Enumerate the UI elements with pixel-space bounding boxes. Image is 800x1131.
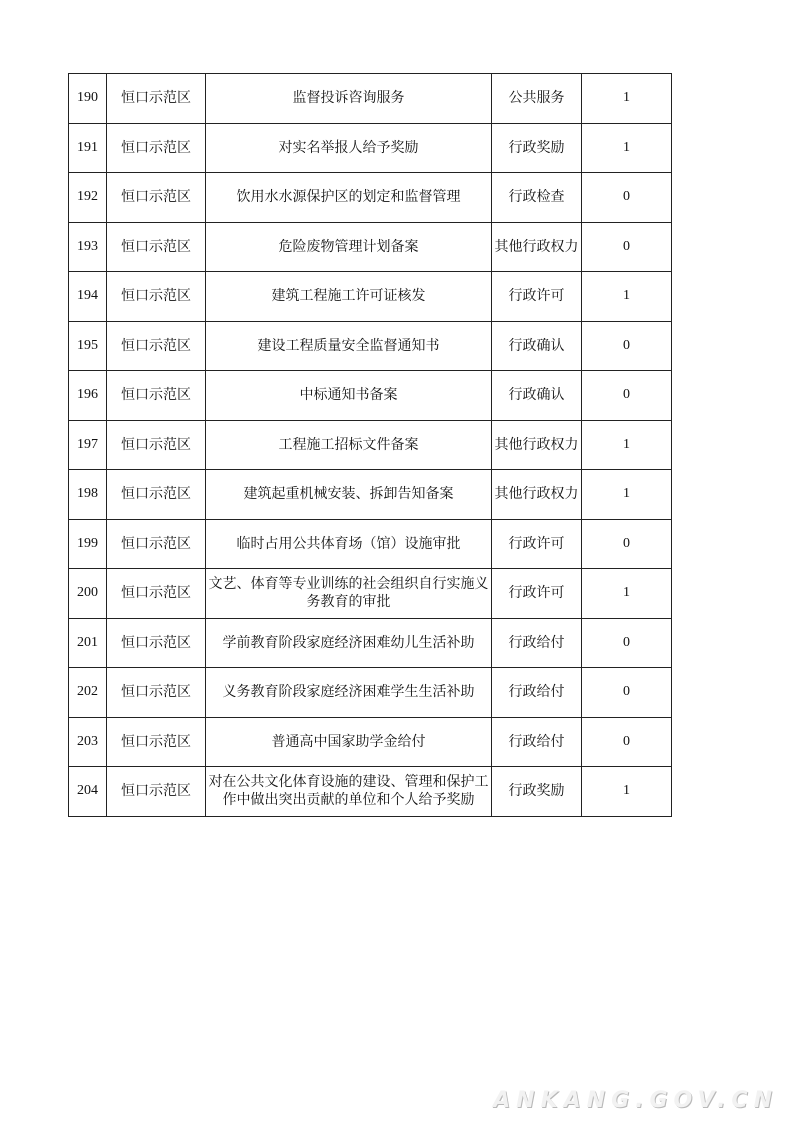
table-row xyxy=(69,420,672,470)
power-type-cell: 其他行政权力 xyxy=(492,222,582,272)
table-row xyxy=(69,222,672,272)
row-number-cell: 200 xyxy=(69,569,107,619)
row-number-cell: 201 xyxy=(69,618,107,668)
table-row xyxy=(69,321,672,371)
row-number-cell: 202 xyxy=(69,668,107,718)
count-cell: 0 xyxy=(582,668,672,718)
power-list-table xyxy=(68,73,672,817)
table-row xyxy=(69,272,672,322)
region-cell: 恒口示范区 xyxy=(107,173,206,223)
power-type-cell: 其他行政权力 xyxy=(492,420,582,470)
item-name-cell: 临时占用公共体育场（馆）设施审批 xyxy=(206,519,492,569)
item-name-cell: 建筑工程施工许可证核发 xyxy=(206,272,492,322)
row-number-cell: 192 xyxy=(69,173,107,223)
region-cell: 恒口示范区 xyxy=(107,470,206,520)
count-cell: 1 xyxy=(582,470,672,520)
power-type-cell: 行政奖励 xyxy=(492,767,582,817)
region-cell: 恒口示范区 xyxy=(107,717,206,767)
count-cell: 0 xyxy=(582,371,672,421)
region-cell: 恒口示范区 xyxy=(107,321,206,371)
region-cell: 恒口示范区 xyxy=(107,123,206,173)
table-row xyxy=(69,123,672,173)
count-cell: 0 xyxy=(582,717,672,767)
region-cell: 恒口示范区 xyxy=(107,420,206,470)
row-number-cell: 203 xyxy=(69,717,107,767)
item-name-cell: 文艺、体育等专业训练的社会组织自行实施义务教育的审批 xyxy=(206,569,492,619)
region-cell: 恒口示范区 xyxy=(107,74,206,124)
count-cell: 1 xyxy=(582,123,672,173)
item-name-cell: 建筑起重机械安装、拆卸告知备案 xyxy=(206,470,492,520)
row-number-cell: 191 xyxy=(69,123,107,173)
item-name-cell: 监督投诉咨询服务 xyxy=(206,74,492,124)
row-number-cell: 204 xyxy=(69,767,107,817)
region-cell: 恒口示范区 xyxy=(107,618,206,668)
power-type-cell: 行政确认 xyxy=(492,321,582,371)
table-row xyxy=(69,569,672,619)
power-type-cell: 行政奖励 xyxy=(492,123,582,173)
region-cell: 恒口示范区 xyxy=(107,767,206,817)
item-name-cell: 对实名举报人给予奖励 xyxy=(206,123,492,173)
item-name-cell: 义务教育阶段家庭经济困难学生生活补助 xyxy=(206,668,492,718)
region-cell: 恒口示范区 xyxy=(107,272,206,322)
region-cell: 恒口示范区 xyxy=(107,222,206,272)
region-cell: 恒口示范区 xyxy=(107,668,206,718)
power-type-cell: 行政检查 xyxy=(492,173,582,223)
row-number-cell: 199 xyxy=(69,519,107,569)
power-type-cell: 行政确认 xyxy=(492,371,582,421)
region-cell: 恒口示范区 xyxy=(107,519,206,569)
table-row xyxy=(69,371,672,421)
power-type-cell: 其他行政权力 xyxy=(492,470,582,520)
region-cell: 恒口示范区 xyxy=(107,371,206,421)
count-cell: 1 xyxy=(582,420,672,470)
item-name-cell: 普通高中国家助学金给付 xyxy=(206,717,492,767)
row-number-cell: 196 xyxy=(69,371,107,421)
count-cell: 0 xyxy=(582,618,672,668)
count-cell: 1 xyxy=(582,74,672,124)
power-type-cell: 公共服务 xyxy=(492,74,582,124)
count-cell: 0 xyxy=(582,222,672,272)
site-watermark: ANKANG.GOV.CN xyxy=(493,1088,778,1113)
power-type-cell: 行政给付 xyxy=(492,717,582,767)
item-name-cell: 学前教育阶段家庭经济困难幼儿生活补助 xyxy=(206,618,492,668)
power-type-cell: 行政给付 xyxy=(492,668,582,718)
region-cell: 恒口示范区 xyxy=(107,569,206,619)
table-row xyxy=(69,668,672,718)
count-cell: 1 xyxy=(582,272,672,322)
table-row xyxy=(69,767,672,817)
row-number-cell: 194 xyxy=(69,272,107,322)
item-name-cell: 危险废物管理计划备案 xyxy=(206,222,492,272)
power-type-cell: 行政给付 xyxy=(492,618,582,668)
row-number-cell: 198 xyxy=(69,470,107,520)
row-number-cell: 197 xyxy=(69,420,107,470)
row-number-cell: 193 xyxy=(69,222,107,272)
count-cell: 0 xyxy=(582,173,672,223)
item-name-cell: 工程施工招标文件备案 xyxy=(206,420,492,470)
item-name-cell: 饮用水水源保护区的划定和监督管理 xyxy=(206,173,492,223)
row-number-cell: 190 xyxy=(69,74,107,124)
table-row xyxy=(69,74,672,124)
table-row xyxy=(69,717,672,767)
table-body xyxy=(69,74,672,817)
item-name-cell: 中标通知书备案 xyxy=(206,371,492,421)
count-cell: 0 xyxy=(582,519,672,569)
table-row xyxy=(69,519,672,569)
power-type-cell: 行政许可 xyxy=(492,272,582,322)
table-row xyxy=(69,470,672,520)
table-row xyxy=(69,173,672,223)
power-type-cell: 行政许可 xyxy=(492,519,582,569)
power-type-cell: 行政许可 xyxy=(492,569,582,619)
count-cell: 1 xyxy=(582,569,672,619)
item-name-cell: 对在公共文化体育设施的建设、管理和保护工作中做出突出贡献的单位和个人给予奖励 xyxy=(206,767,492,817)
item-name-cell: 建设工程质量安全监督通知书 xyxy=(206,321,492,371)
table-row xyxy=(69,618,672,668)
count-cell: 1 xyxy=(582,767,672,817)
row-number-cell: 195 xyxy=(69,321,107,371)
count-cell: 0 xyxy=(582,321,672,371)
